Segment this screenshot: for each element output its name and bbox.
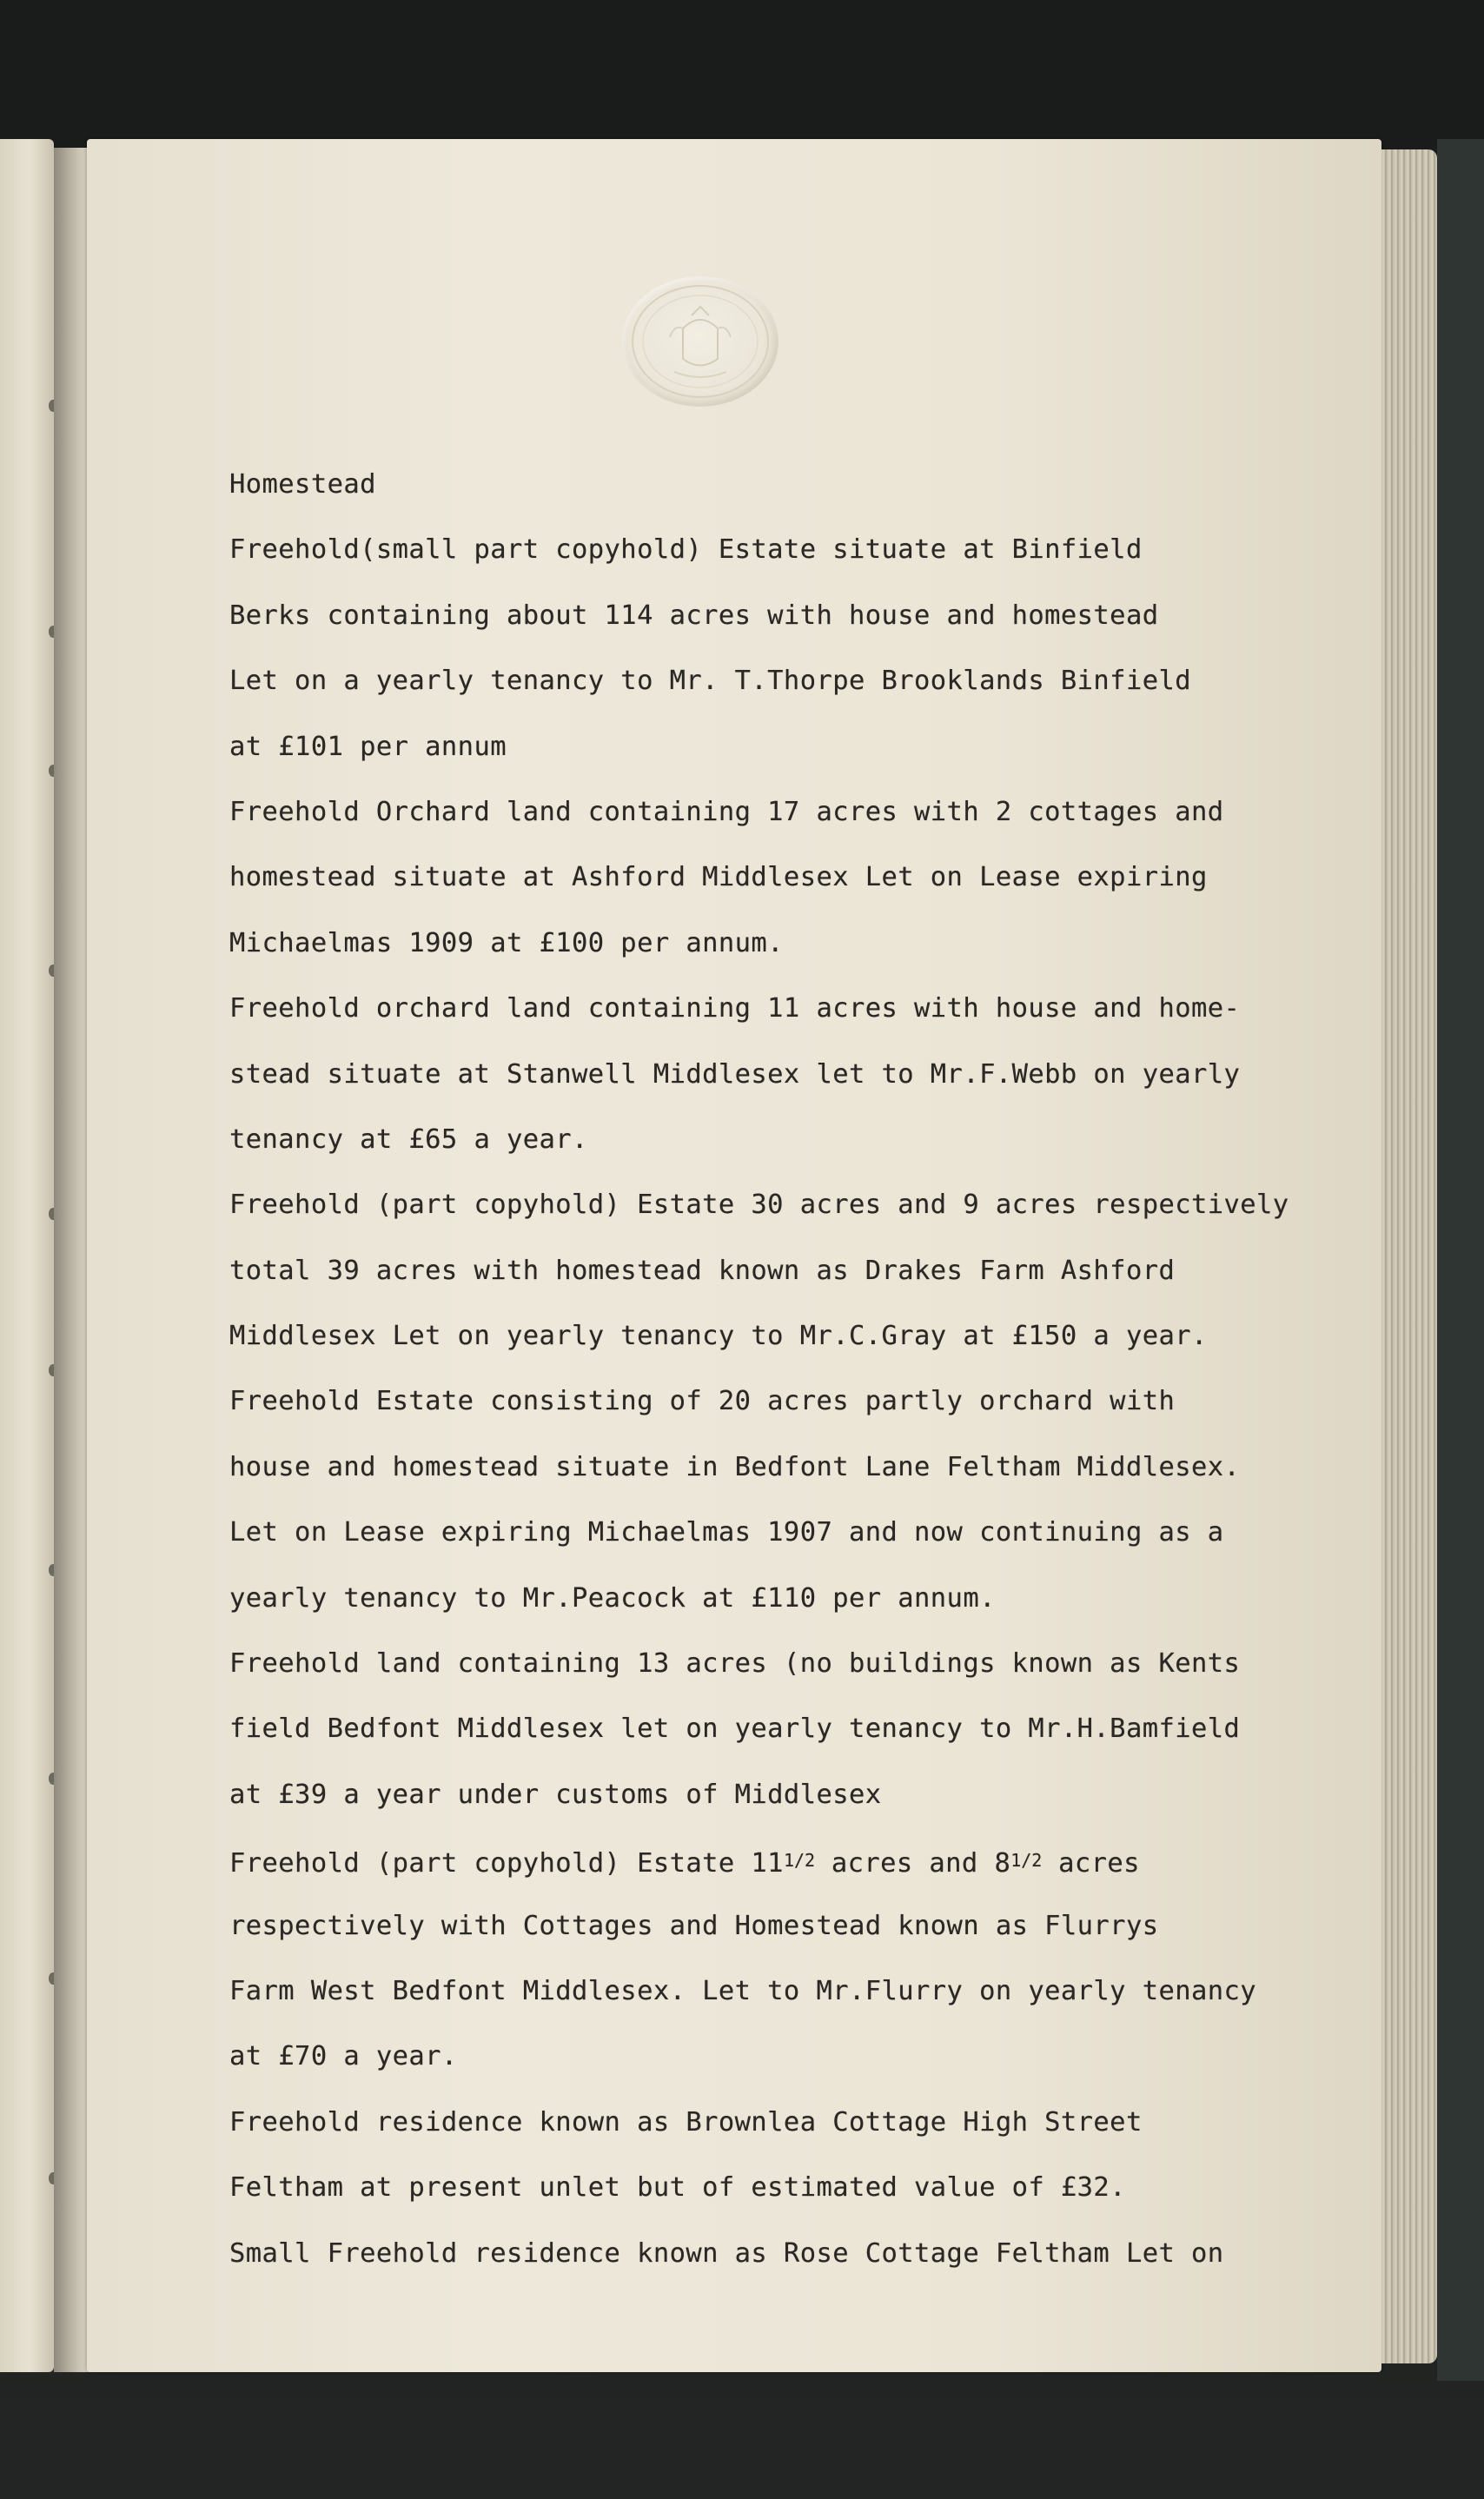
text-line: Small Freehold residence known as Rose Cottage Feltham Let on [229,2237,1224,2269]
text-line: Freehold Orchard land containing 17 acres with 2 cottages and [229,796,1224,827]
fraction: 1/2 [1010,1850,1043,1872]
text-line: Middlesex Let on yearly tenancy to Mr.C.Gray at £150 a year. [229,1321,1208,1352]
text-line: tenancy at £65 a year. [229,1124,588,1155]
text-line: stead situate at Stanwell Middlesex let to Mr.F.Webb on yearly [229,1058,1241,1090]
text-line: at £101 per annum [229,731,507,762]
text-line: respectively with Cottages and Homestead known as Flurrys [229,1910,1159,1941]
text-line: Farm West Bedfont Middlesex. Let to Mr.Flurry on yearly tenancy [229,1975,1257,2006]
fraction-text-line [229,1836,1359,1901]
text-line: Let on a yearly tenancy to Mr. T.Thorpe Brooklands Binfield [229,666,1191,697]
fraction: 1/2 [783,1850,816,1872]
text-segment: acres and 8 [815,1848,1011,1879]
text-line: total 39 acres with homestead known as Drakes Farm Ashford [229,1255,1176,1286]
text-line: Michaelmas 1909 at £100 per annum. [229,927,784,958]
text-line: yearly tenancy to Mr.Peacock at £110 per annum. [229,1582,996,1614]
text-line: house and homestead situate in Bedfont Lane Feltham Middlesex. [229,1451,1241,1482]
book-cover-edge [1437,139,1484,2381]
text-segment: acres [1042,1848,1140,1879]
text-line: Freehold orchard land containing 11 acres with house and home- [229,993,1241,1024]
text-line: at £39 a year under customs of Middlesex [229,1779,882,1810]
text-line: Feltham at present unlet but of estimated value of £32. [229,2172,1126,2204]
page-stack-edge [1381,149,1437,2363]
text-line: Let on Lease expiring Michaelmas 1907 and now continuing as a [229,1517,1224,1548]
text-line: Freehold land containing 13 acres (no buildings known as Kents [229,1648,1241,1680]
typed-text-body [229,461,1359,2295]
text-line: field Bedfont Middlesex let on yearly tenancy to Mr.H.Bamfield [229,1714,1241,1745]
heading: Homestead [229,469,376,500]
text-line: Freehold (part copyhold) Estate 30 acres and 9 acres respectively [229,1190,1289,1221]
text-line: at £70 a year. [229,2041,458,2072]
facing-page-edge [0,139,54,2372]
text-line: homestead situate at Ashford Middlesex Let on Lease expiring [229,862,1208,893]
text-line: Berks containing about 114 acres with house and homestead [229,600,1159,631]
embossed-seal-icon [622,276,778,407]
text-line: Freehold(small part copyhold) Estate situate at Binfield [229,534,1143,566]
text-line: Freehold residence known as Brownlea Cottage High Street [229,2106,1143,2138]
text-segment: Freehold (part copyhold) Estate 11 [229,1848,784,1879]
text-line: Freehold Estate consisting of 20 acres partly orchard with [229,1386,1176,1417]
